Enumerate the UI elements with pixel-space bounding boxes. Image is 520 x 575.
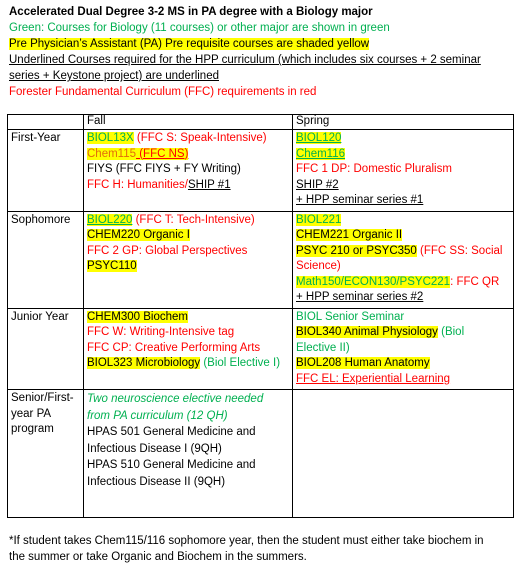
footnote-line2: the summer or take Organic and Biochem in the summers. — [9, 551, 307, 563]
course-psyc110: PSYC110 — [87, 260, 137, 272]
first-year-spring-line2 — [296, 147, 509, 163]
row-first-year — [8, 130, 514, 212]
sophomore-fall-cell — [84, 211, 293, 308]
ffc-domestic-pluralism: FFC 1 DP: Domestic Pluralism — [296, 163, 452, 175]
ffc-social-science: (FFC SS: Social — [416, 244, 503, 257]
row-label-sophomore: Sophomore — [8, 211, 84, 308]
legend-red: Forester Fundamental Curriculum (FFC) requirements in red — [9, 86, 317, 98]
senior-label-line3: program — [11, 423, 54, 435]
senior-fall-cell — [84, 390, 293, 518]
course-chem220: CHEM220 Organic I — [87, 229, 190, 241]
junior-fall-cell — [84, 308, 293, 390]
header-empty-cell — [8, 115, 84, 130]
course-biol323: BIOL323 Microbiology — [87, 357, 201, 369]
ffc-creative-performing-arts: FFC CP: Creative Performing Arts — [87, 341, 261, 354]
course-chem116: Chem116 — [296, 147, 346, 160]
first-year-spring-line4 — [296, 178, 509, 194]
sophomore-spring-line2 — [296, 228, 509, 244]
sophomore-spring-line3 — [296, 244, 509, 260]
sophomore-spring-line6 — [296, 290, 509, 306]
course-chem221: CHEM221 Organic II — [296, 229, 403, 241]
ffc-humanities: FFC H: Humanities/ — [87, 178, 188, 191]
first-year-spring-cell — [293, 130, 514, 212]
sophomore-fall-line4 — [87, 259, 288, 275]
hpp-seminar-series-1: + HPP seminar series #1 — [296, 194, 424, 206]
junior-spring-line2 — [296, 325, 509, 341]
sophomore-spring-cell — [293, 211, 514, 308]
course-biol220: BIOL220 — [87, 213, 133, 226]
sophomore-spring-line5 — [296, 275, 509, 291]
junior-fall-line4 — [87, 356, 288, 372]
row-junior — [8, 308, 514, 390]
course-hpas510-line1: HPAS 510 General Medicine and — [87, 459, 256, 471]
sophomore-fall-line1 — [87, 213, 288, 229]
junior-fall-line1 — [87, 310, 288, 326]
course-psyc210-350: PSYC 210 or PSYC350 — [296, 244, 417, 257]
course-math-econ-psyc: Math150/ECON130/PSYC221 — [296, 275, 451, 288]
course-biol13x: BIOL13X — [87, 132, 134, 144]
row-label-first-year: First-Year — [8, 130, 84, 212]
course-hpas510-line2: Infectious Disease II (9QH) — [87, 475, 226, 488]
course-chem300: CHEM300 Biochem — [87, 310, 188, 323]
biol-elective-1: (Biol Elective I) — [200, 357, 281, 369]
course-biol208: BIOL208 Human Anatomy — [296, 357, 430, 369]
course-biol340: BIOL340 Animal Physiology — [296, 326, 438, 338]
junior-spring-cell — [293, 308, 514, 390]
legend-underline-line1: Underlined Courses required for the HPP curriculum (which includes six courses + 2 seminar — [9, 54, 481, 66]
row-label-senior — [8, 390, 84, 518]
ffc-tech-intensive: (FFC T: Tech-Intensive) — [132, 213, 255, 226]
row-senior — [8, 390, 514, 518]
row-sophomore — [8, 211, 514, 308]
course-hpas501-line1: HPAS 501 General Medicine and — [87, 426, 256, 438]
senior-label-line2: year PA — [11, 407, 52, 420]
ffc-social-science-cont: Science) — [296, 260, 341, 272]
course-chem115-code: Chem115 — [87, 147, 137, 160]
first-year-fall-cell — [84, 130, 293, 212]
first-year-spring-line5 — [296, 193, 509, 209]
table-header-row — [8, 115, 514, 130]
junior-spring-line5 — [296, 372, 509, 388]
first-year-spring-line1 — [296, 131, 509, 147]
footnote-line1: *If student takes Chem115/116 sophomore year, then the student must either take biochem in — [9, 535, 484, 547]
biol-elective-2: (Biol — [437, 326, 465, 338]
header-spring: Spring — [293, 115, 514, 130]
course-chem115 — [87, 148, 188, 160]
course-plan-table — [7, 114, 514, 518]
first-year-fall-line4 — [87, 178, 288, 194]
document-title: Accelerated Dual Degree 3-2 MS in PA degree with a Biology major — [9, 6, 373, 18]
senior-spring-cell — [293, 390, 514, 518]
footnote — [9, 533, 514, 565]
legend-underline-line2: series + Keystone project) are underlined — [9, 70, 219, 82]
first-year-fall-line1 — [87, 131, 288, 147]
ffc-writing-intensive: FFC W: Writing-Intensive tag — [87, 326, 235, 338]
ffc-qr: : FFC QR — [450, 275, 500, 288]
legend-yellow — [9, 36, 514, 52]
course-ship-2: SHIP #2 — [296, 178, 339, 191]
ffc-experiential-learning: FFC EL: Experiential Learning — [296, 372, 451, 385]
sophomore-spring-line1 — [296, 213, 509, 229]
course-biol120: BIOL120 — [296, 132, 342, 144]
document-header — [9, 4, 514, 100]
course-biol221: BIOL221 — [296, 213, 342, 226]
course-biol-senior-seminar: BIOL Senior Seminar — [296, 310, 405, 323]
senior-label-line1: Senior/First- — [11, 392, 74, 404]
neuroscience-elective-note-line2: from PA curriculum (12 QH) — [87, 409, 228, 422]
ffc-global-perspectives: FFC 2 GP: Global Perspectives — [87, 244, 248, 257]
legend-green: Green: Courses for Biology (11 courses) or other major are shown in green — [9, 22, 390, 34]
junior-spring-line4 — [296, 356, 509, 372]
hpp-seminar-series-2: + HPP seminar series #2 — [296, 291, 424, 303]
first-year-fall-line3: FIYS (FFC FIYS + FY Writing) — [87, 163, 241, 175]
ffc-ns: (FFC NS) — [136, 147, 189, 160]
course-ship-1: SHIP #1 — [187, 178, 231, 191]
header-fall: Fall — [84, 115, 293, 130]
biol-elective-2-cont: Elective II) — [296, 341, 350, 354]
row-label-junior: Junior Year — [8, 308, 84, 390]
sophomore-fall-line2 — [87, 228, 288, 244]
legend-yellow-text: Pre Physician’s Assistant (PA) Pre requisite courses are shaded yellow — [9, 38, 370, 50]
first-year-fall-line2 — [87, 147, 288, 163]
ffc-speak-intensive: (FFC S: Speak-Intensive) — [133, 132, 267, 144]
course-hpas501-line2: Infectious Disease I (9QH) — [87, 442, 222, 455]
neuroscience-elective-note-line1: Two neuroscience elective needed — [87, 393, 264, 405]
